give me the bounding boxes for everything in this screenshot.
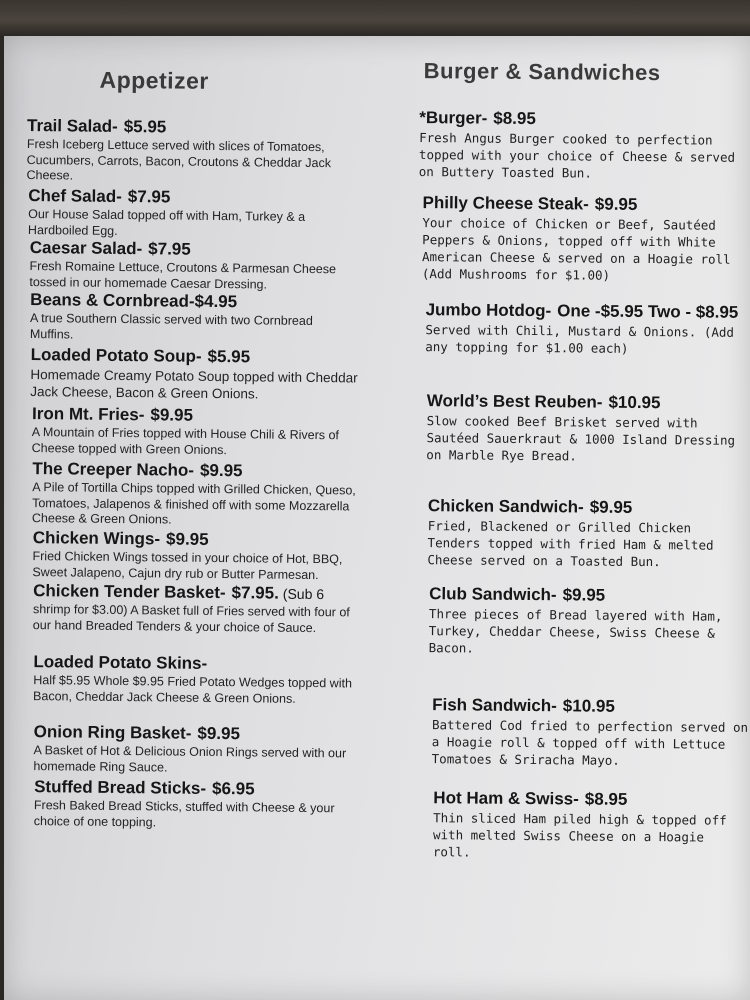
- item-name: Club Sandwich-: [429, 584, 557, 605]
- item-description: Half $5.95 Whole $9.95 Fried Potato Wedges topped with Bacon, Cheddar Jack Cheese & Green Onions.: [33, 673, 353, 706]
- menu-item: [34, 777, 370, 833]
- menu-page: [4, 36, 750, 1000]
- item-description: Fresh Angus Burger cooked to perfection topped with your choice of Cheese & served on Buttery Toasted Bun.: [418, 130, 736, 181]
- item-name: Trail Salad-: [26, 115, 118, 136]
- menu-item: [30, 290, 351, 345]
- item-name: Philly Cheese Steak-: [422, 193, 589, 214]
- menu-item: [33, 722, 374, 778]
- burger-column: [414, 36, 750, 860]
- menu-item: [33, 581, 364, 636]
- item-price: $5.95: [123, 117, 167, 137]
- item-name: Stuffed Bread Sticks-: [34, 777, 207, 798]
- appetizer-heading: Appetizer: [99, 66, 209, 94]
- item-name: Chicken Wings-: [32, 528, 161, 549]
- item-price: One -$5.95 Two - $8.95: [557, 301, 739, 322]
- menu-item: [419, 108, 746, 183]
- item-description: Fried Chicken Wings tossed in your choice of Hot, BBQ, Sweet Jalapeno, Cajun dry rub or Butter Parmesan.: [32, 549, 343, 582]
- menu-item: [29, 238, 360, 293]
- menu-item: [427, 496, 748, 571]
- item-description: Fresh Baked Bread Sticks, stuffed with Cheese & your choice of one topping.: [33, 798, 335, 829]
- menu-item: [429, 584, 746, 659]
- item-description: Our House Salad topped off with Ham, Turkey & a Hardboiled Egg.: [27, 207, 306, 238]
- menu-item: [28, 186, 359, 241]
- item-price: $9.95: [589, 497, 633, 517]
- item-price: $8.95: [584, 789, 628, 809]
- item-description: Thin sliced Ham piled high & topped off with melted Swiss Cheese on a Hoagie roll.: [432, 810, 727, 860]
- item-price: $9.95: [166, 529, 209, 549]
- item-description: A true Southern Classic served with two Cornbread Muffins.: [29, 311, 313, 341]
- item-name: Chicken Tender Basket-: [33, 581, 226, 603]
- item-description: A Basket of Hot & Delicious Onion Rings served with our homemade Ring Sauce.: [33, 743, 347, 775]
- item-description: Fried, Blackened or Grilled Chicken Tenders topped with fried Ham & melted Cheese served on a Toasted Bun.: [427, 518, 714, 570]
- item-name: World’s Best Reuben-: [426, 391, 603, 412]
- item-description: Three pieces of Bread layered with Ham, Turkey, Cheddar Cheese, Swiss Cheese & Bacon.: [428, 606, 723, 656]
- menu-item: [432, 695, 750, 770]
- item-description: A Mountain of Fries topped with House Chili & Rivers of Cheese topped with Green Onions.: [31, 425, 340, 457]
- item-price: $7.95: [127, 187, 171, 207]
- menu-item: [425, 300, 743, 358]
- item-note: (Sub 6: [282, 585, 325, 603]
- menu-item: [33, 652, 354, 707]
- item-price: $9.95: [594, 194, 638, 214]
- item-name: Onion Ring Basket-: [33, 722, 192, 743]
- menu-item: [26, 116, 367, 187]
- item-description: A Pile of Tortilla Chips topped with Grilled Chicken, Queso, Tomatoes, Jalapenos & finished off with some Mozzarella Cheese & Green Onions.: [31, 480, 356, 527]
- menu-item: [422, 193, 743, 285]
- item-price: $4.95: [194, 291, 238, 312]
- item-price: $7.95: [148, 239, 191, 259]
- item-price: $9.95: [199, 460, 243, 481]
- menu-item: [32, 459, 371, 530]
- item-description: Slow cooked Beef Brisket served with Sautéed Sauerkraut & 1000 Island Dressing on Marble Rye Bread.: [426, 413, 736, 464]
- item-price: $9.95: [197, 723, 241, 744]
- menu-item: [32, 404, 371, 460]
- item-name: The Creeper Nacho-: [32, 459, 195, 480]
- item-description: Battered Cod fried to perfection served on a Hoagie roll & topped off with Lettuce Tomatoes & Sriracha Mayo.: [431, 717, 749, 768]
- item-description: Fresh Romaine Lettuce, Croutons & Parmesan Cheese tossed in our homemade Caesar Dressing.: [29, 259, 337, 292]
- item-name: Caesar Salad-: [29, 238, 143, 259]
- item-name: Beans & Cornbread-: [30, 290, 195, 311]
- menu-item: [426, 391, 745, 466]
- item-price: $9.95: [562, 585, 606, 605]
- item-name: Chicken Sandwich-: [427, 496, 584, 517]
- item-price: $7.95.: [231, 583, 279, 603]
- item-name: Loaded Potato Skins-: [33, 652, 208, 673]
- item-name: Loaded Potato Soup-: [30, 345, 202, 366]
- item-price: $10.95: [562, 696, 615, 716]
- item-name: *Burger-: [419, 108, 488, 128]
- item-name: Chef Salad-: [28, 186, 122, 206]
- item-name: Jumbo Hotdog-: [425, 300, 552, 321]
- item-price: $10.95: [608, 392, 661, 413]
- menu-item: [30, 345, 361, 403]
- item-price: $5.95: [207, 346, 251, 367]
- item-price: $8.95: [493, 108, 536, 129]
- item-description: Served with Chili, Mustard & Onions. (Add any topping for $1.00 each): [425, 322, 735, 356]
- menu-item: [32, 528, 363, 583]
- item-name: Hot Ham & Swiss-: [433, 788, 579, 809]
- item-name: Fish Sandwich-: [432, 695, 557, 716]
- item-price: $9.95: [150, 405, 194, 425]
- item-description: shrimp for $3.00) A Basket full of Fries served with four of our hand Breaded Tenders & your choice of Sauce.: [32, 602, 350, 635]
- item-price: $6.95: [211, 778, 255, 799]
- item-description: Homemade Creamy Potato Soup topped with Cheddar Jack Cheese, Bacon & Green Onions.: [30, 367, 358, 402]
- item-description: Your choice of Chicken or Beef, Sautéed Peppers & Onions, topped off with White American Cheese & served on a Hoagie roll (Add Mushrooms for $1.00): [421, 215, 731, 283]
- appetizer-column: [26, 36, 368, 829]
- item-description: Fresh Iceberg Lettuce served with slices of Tomatoes, Cucumbers, Carrots, Bacon, Croutons & Cheddar Jack Cheese.: [26, 136, 332, 183]
- item-name: Iron Mt. Fries-: [31, 404, 145, 425]
- burger-heading: Burger & Sandwiches: [423, 58, 661, 86]
- menu-item: [433, 788, 750, 863]
